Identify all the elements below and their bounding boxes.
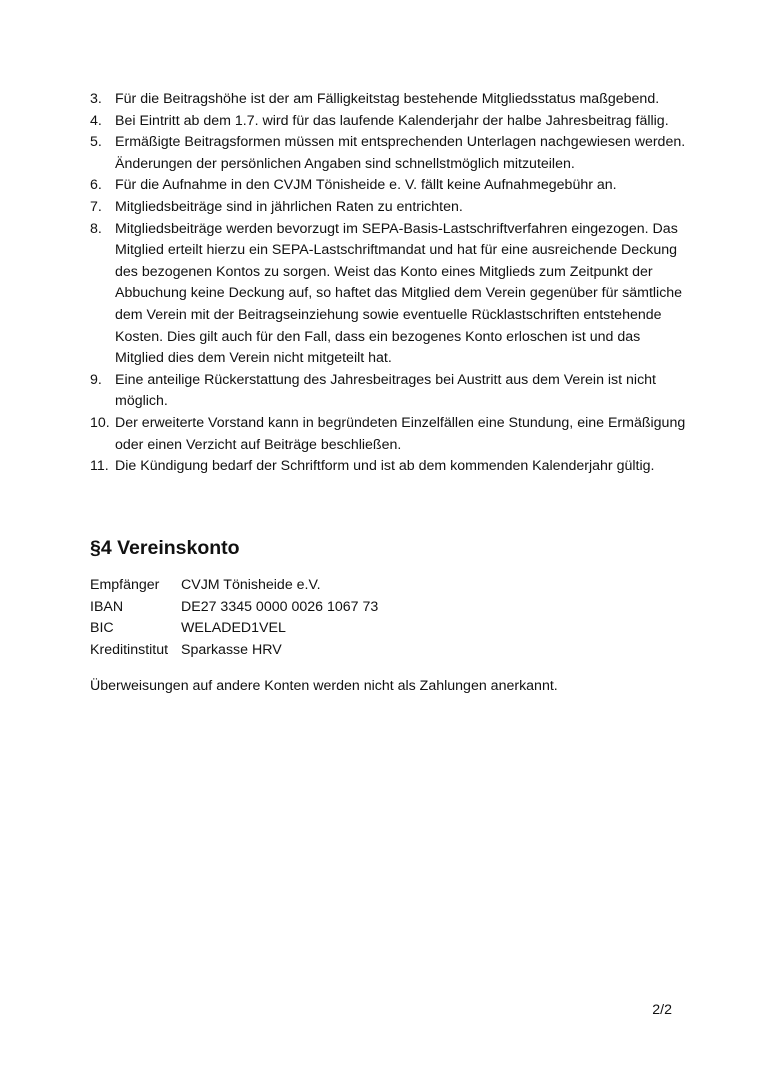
- account-row-bank: [90, 640, 378, 662]
- list-item-number: 8.: [90, 220, 102, 237]
- page-number: 2/2: [652, 1002, 672, 1018]
- list-item-text: Die Kündigung bedarf der Schriftform und ist ab dem kommenden Kalenderjahr gültig.: [115, 458, 655, 475]
- list-item: [90, 370, 690, 413]
- recipient-label: Empfänger: [90, 577, 160, 593]
- list-item-text: Mitgliedsbeiträge werden bevorzugt im SEPA-Basis-Lastschriftverfahren eingezogen. Das Mitglied erteilt hierzu ein SEPA-Lastschriftmandat und hat für eine ausreichende Deckung des bezogenen Kontos zu sorgen. Weist das Konto eines Mitglieds zum Zeitpunkt der Abbuchung keine Deckung auf, so haftet das Mitglied dem Verein gegenüber für sämtliche dem Verein mit der Beitragseinziehung sowie eventuelle Rücklastschriften entstehende Kosten. Dies gilt auch für den Fall, dass ein bezogenes Konto erloschen ist und das Mitglied dies dem Verein nicht mitgeteilt hat.: [115, 220, 683, 367]
- list-item-text: Mitgliedsbeiträge sind in jährlichen Raten zu entrichten.: [115, 198, 463, 215]
- list-item-number: 10.: [90, 414, 110, 431]
- list-item-number: 7.: [90, 198, 102, 215]
- section-heading: §4 Vereinskonto: [90, 537, 240, 559]
- list-item-text: Ermäßigte Beitragsformen müssen mit entsprechenden Unterlagen nachgewiesen werden. Änderungen der persönlichen Angaben sind schnellstmöglich mitzuteilen.: [115, 134, 686, 172]
- bank-label: Kreditinstitut: [90, 641, 169, 658]
- list-item: [90, 89, 690, 111]
- list-item-text: Der erweiterte Vorstand kann in begründeten Einzelfällen eine Stundung, eine Ermäßigung oder einen Verzicht auf Beiträge beschließen.: [115, 414, 686, 453]
- list-item-text: Für die Beitragshöhe ist der am Fälligkeitstag bestehende Mitgliedsstatus maßgebend.: [115, 91, 660, 107]
- list-item: [90, 175, 690, 197]
- account-row-bic: [90, 618, 378, 640]
- bic-value: WELADED1VEL: [181, 620, 286, 637]
- list-item-text: Für die Aufnahme in den CVJM Tönisheide e. V. fällt keine Aufnahmegebühr an.: [115, 177, 617, 194]
- list-item: [90, 111, 690, 133]
- list-item: [90, 413, 690, 456]
- list-item-number: 6.: [90, 177, 102, 194]
- account-row-recipient: [90, 575, 378, 597]
- list-item-text: Eine anteilige Rückerstattung des Jahresbeitrages bei Austritt aus dem Verein ist nicht möglich.: [115, 371, 657, 410]
- account-row-iban: [90, 597, 378, 619]
- list-item-number: 11.: [90, 458, 109, 475]
- bank-account-details: [90, 575, 378, 661]
- list-item: [90, 132, 690, 175]
- list-item-number: 9.: [90, 371, 102, 388]
- list-item-number: 5.: [90, 134, 102, 151]
- list-item: [90, 197, 690, 219]
- rules-list: [90, 89, 690, 478]
- recipient-value: CVJM Tönisheide e.V.: [181, 577, 321, 593]
- list-item-number: 4.: [90, 112, 102, 129]
- bank-value: Sparkasse HRV: [181, 641, 282, 658]
- list-item-number: 3.: [90, 91, 102, 107]
- iban-label: IBAN: [90, 598, 124, 615]
- bic-label: BIC: [90, 620, 114, 637]
- iban-value: DE27 3345 0000 0026 1067 73: [181, 598, 379, 615]
- list-item: [90, 219, 690, 370]
- payment-note: Überweisungen auf andere Konten werden nicht als Zahlungen anerkannt.: [90, 678, 558, 694]
- list-item-text: Bei Eintritt ab dem 1.7. wird für das laufende Kalenderjahr der halbe Jahresbeitrag fällig.: [115, 112, 669, 129]
- list-item: [90, 456, 690, 478]
